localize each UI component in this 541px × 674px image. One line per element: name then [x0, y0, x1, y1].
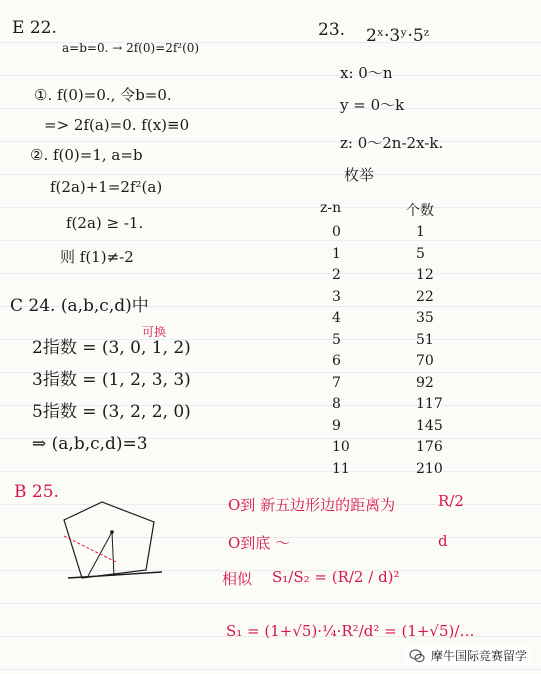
table-cell-n: 7 — [332, 374, 341, 391]
pentagon-diagram — [58, 498, 168, 588]
p23-line3: z: 0～2n-2x-k. — [340, 134, 444, 152]
table-cell-count: 92 — [416, 374, 434, 391]
problem-23-label: 23. — [318, 20, 346, 40]
p22-case2d: 则 f(1)≠-2 — [60, 248, 134, 266]
p25-row3-eq: S₁/S₂ = (R/2 / d)² — [272, 568, 400, 586]
p24-line2: 3指数 = (1, 2, 3, 3) — [32, 370, 191, 390]
watermark — [405, 645, 531, 666]
p22-case2: ②. f(0)=1, a=b — [30, 146, 143, 164]
pentagon-shape — [64, 502, 154, 578]
table-cell-count: 1 — [416, 224, 425, 240]
table-cell-count: 176 — [416, 439, 443, 455]
p24-line4: ⇒ (a,b,c,d)=3 — [32, 434, 148, 454]
p25-row3-label: 相似 — [222, 570, 253, 588]
center-point — [110, 530, 114, 534]
p23-note: 枚举 — [344, 166, 375, 184]
p25-row2: O到底 ～ — [228, 534, 291, 552]
table-cell-count: 22 — [416, 288, 434, 305]
table-cell-n: 5 — [332, 331, 341, 348]
watermark-text: 摩牛国际竞赛留学 — [430, 649, 527, 663]
table-cell-n: 2 — [332, 267, 341, 283]
table-cell-n: 1 — [332, 245, 341, 262]
p22-case1: ①. f(0)=0., 令b=0. — [34, 86, 172, 104]
base-line — [68, 572, 162, 578]
p24-line3: 5指数 = (3, 2, 2, 0) — [32, 402, 191, 422]
p22-case1b: => 2f(a)=0. f(x)≡0 — [44, 116, 190, 134]
table-cell-n: 6 — [332, 353, 341, 369]
p23-count-table — [320, 200, 460, 477]
table-cell-n: 0 — [332, 224, 341, 240]
table-cell-count: 117 — [416, 396, 443, 412]
p25-row4: S₁ = (1+√5)·¼·R²/d² = (1+√5)/… — [226, 622, 475, 640]
table-header-count: 个数 — [406, 203, 434, 219]
p25-row2-val: d — [438, 532, 448, 550]
table-cell-n: 8 — [332, 396, 341, 412]
problem-24-label: C 24. (a,b,c,d)中 — [10, 296, 149, 316]
table-cell-count: 210 — [416, 460, 443, 477]
table-cell-n: 11 — [332, 460, 350, 477]
table-cell-n: 3 — [332, 288, 341, 305]
p23-expr: 2ˣ·3ʸ·5ᶻ — [366, 26, 430, 46]
height-line — [112, 532, 114, 576]
wechat-icon — [409, 648, 425, 664]
table-cell-count: 70 — [416, 353, 434, 369]
p24-note: 可换 — [142, 325, 167, 339]
p22-line1: a=b=0. → 2f(0)=2f²(0) — [62, 41, 200, 55]
p25-row1-val: R/2 — [438, 492, 464, 510]
p25-row1: O到 新五边形边的距离为 — [228, 496, 396, 514]
p22-case2c: f(2a) ≥ -1. — [66, 214, 144, 232]
p23-line1: x: 0～n — [340, 64, 393, 82]
table-cell-count: 5 — [416, 245, 425, 262]
table-cell-count: 35 — [416, 310, 434, 326]
table-cell-n: 4 — [332, 310, 341, 326]
problem-25-label: B 25. — [14, 482, 59, 502]
table-cell-n: 9 — [332, 417, 341, 434]
table-cell-count: 51 — [416, 331, 434, 348]
problem-22-label: E 22. — [12, 18, 57, 38]
p22-case2b: f(2a)+1=2f²(a) — [50, 178, 163, 196]
p23-line2: y = 0～k — [340, 96, 405, 114]
p24-line1: 2指数 = (3, 0, 1, 2) — [32, 338, 191, 358]
table-cell-count: 12 — [416, 267, 434, 283]
table-cell-n: 10 — [332, 439, 350, 455]
table-cell-count: 145 — [416, 417, 443, 434]
table-header-n: z-n — [320, 200, 342, 216]
